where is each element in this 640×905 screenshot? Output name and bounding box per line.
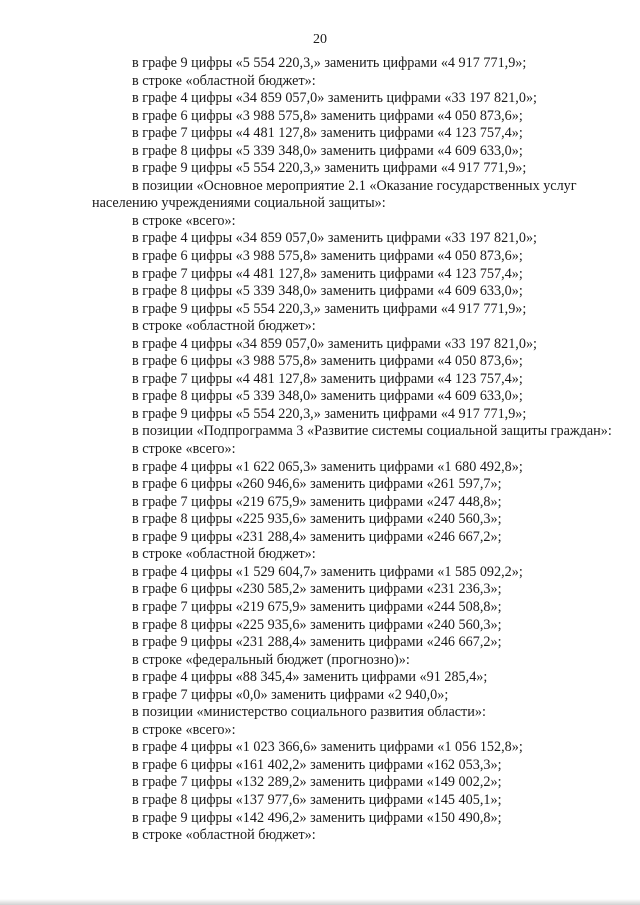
paragraph-line: в графе 7 цифры «0,0» заменить цифрами «2 940,0»; (132, 686, 449, 703)
paragraph-line: в позиции «Подпрограмма 3 «Развитие системы социальной защиты граждан»: (132, 423, 612, 440)
paragraph-continuation-line: населению учреждениями социальной защиты»: (92, 195, 386, 212)
paragraph-line: в графе 9 цифры «5 554 220,3,» заменить цифрами «4 917 771,9»; (132, 405, 527, 422)
paragraph-line: в графе 6 цифры «161 402,2» заменить цифрами «162 053,3»; (132, 756, 502, 773)
paragraph-line: в графе 7 цифры «4 481 127,8» заменить цифрами «4 123 757,4»; (132, 265, 523, 282)
paragraph-line: в строке «федеральный бюджет (прогнозно)»: (132, 651, 410, 668)
paragraph-line: в графе 6 цифры «3 988 575,8» заменить цифрами «4 050 873,6»; (132, 248, 523, 265)
paragraph-line: в графе 9 цифры «231 288,4» заменить цифрами «246 667,2»; (132, 634, 502, 651)
paragraph-line: в графе 7 цифры «219 675,9» заменить цифрами «244 508,8»; (132, 598, 502, 615)
paragraph-line: в графе 8 цифры «225 935,6» заменить цифрами «240 560,3»; (132, 616, 502, 633)
paragraph-line: в графе 4 цифры «34 859 057,0» заменить цифрами «33 197 821,0»; (132, 230, 537, 247)
paragraph-line: в графе 9 цифры «231 288,4» заменить цифрами «246 667,2»; (132, 528, 502, 545)
paragraph-line: в графе 8 цифры «225 935,6» заменить цифрами «240 560,3»; (132, 511, 502, 528)
paragraph-line: в графе 4 цифры «88 345,4» заменить цифрами «91 285,4»; (132, 669, 488, 686)
paragraph-line: в строке «всего»: (132, 441, 236, 458)
paragraph-line: в графе 9 цифры «5 554 220,3,» заменить цифрами «4 917 771,9»; (132, 300, 527, 317)
paragraph-line: в графе 8 цифры «5 339 348,0» заменить цифрами «4 609 633,0»; (132, 142, 523, 159)
paragraph-line: в графе 7 цифры «132 289,2» заменить цифрами «149 002,2»; (132, 774, 502, 791)
paragraph-line: в графе 4 цифры «34 859 057,0» заменить цифрами «33 197 821,0»; (132, 90, 537, 107)
paragraph-line: в графе 8 цифры «5 339 348,0» заменить цифрами «4 609 633,0»; (132, 388, 523, 405)
paragraph-line: в графе 8 цифры «5 339 348,0» заменить цифрами «4 609 633,0»; (132, 283, 523, 300)
paragraph-line: в графе 8 цифры «137 977,6» заменить цифрами «145 405,1»; (132, 791, 502, 808)
scan-edge-shadow (0, 899, 640, 905)
paragraph-line: в строке «областной бюджет»: (132, 827, 316, 844)
paragraph-line: в графе 6 цифры «260 946,6» заменить цифрами «261 597,7»; (132, 476, 502, 493)
document-body (92, 55, 612, 845)
paragraph-line: в позиции «министерство социального развития области»: (132, 704, 486, 721)
paragraph-line: в графе 9 цифры «5 554 220,3,» заменить цифрами «4 917 771,9»; (132, 160, 527, 177)
paragraph-line: в графе 4 цифры «1 023 366,6» заменить цифрами «1 056 152,8»; (132, 739, 523, 756)
paragraph-line: в строке «всего»: (132, 721, 236, 738)
paragraph-line: в графе 7 цифры «219 675,9» заменить цифрами «247 448,8»; (132, 493, 502, 510)
paragraph-line: в графе 6 цифры «3 988 575,8» заменить цифрами «4 050 873,6»; (132, 107, 523, 124)
paragraph-line: в графе 9 цифры «5 554 220,3,» заменить цифрами «4 917 771,9»; (132, 55, 527, 71)
paragraph-line: в строке «всего»: (132, 212, 236, 229)
page-number: 20 (313, 32, 327, 47)
paragraph-line: в графе 7 цифры «4 481 127,8» заменить цифрами «4 123 757,4»; (132, 370, 523, 387)
paragraph-line: в графе 9 цифры «142 496,2» заменить цифрами «150 490,8»; (132, 809, 502, 826)
paragraph-line: в строке «областной бюджет»: (132, 318, 316, 335)
paragraph-line: в строке «областной бюджет»: (132, 72, 316, 89)
paragraph-line: в графе 4 цифры «1 529 604,7» заменить цифрами «1 585 092,2»; (132, 563, 523, 580)
paragraph-line: в позиции «Основное мероприятие 2.1 «Оказание государственных услуг (132, 177, 577, 194)
paragraph-line: в графе 6 цифры «230 585,2» заменить цифрами «231 236,3»; (132, 581, 502, 598)
paragraph-line: в графе 4 цифры «34 859 057,0» заменить цифрами «33 197 821,0»; (132, 335, 537, 352)
paragraph-line: в графе 7 цифры «4 481 127,8» заменить цифрами «4 123 757,4»; (132, 125, 523, 142)
paragraph-line: в графе 4 цифры «1 622 065,3» заменить цифрами «1 680 492,8»; (132, 458, 523, 475)
paragraph-line: в строке «областной бюджет»: (132, 546, 316, 563)
paragraph-line: в графе 6 цифры «3 988 575,8» заменить цифрами «4 050 873,6»; (132, 353, 523, 370)
